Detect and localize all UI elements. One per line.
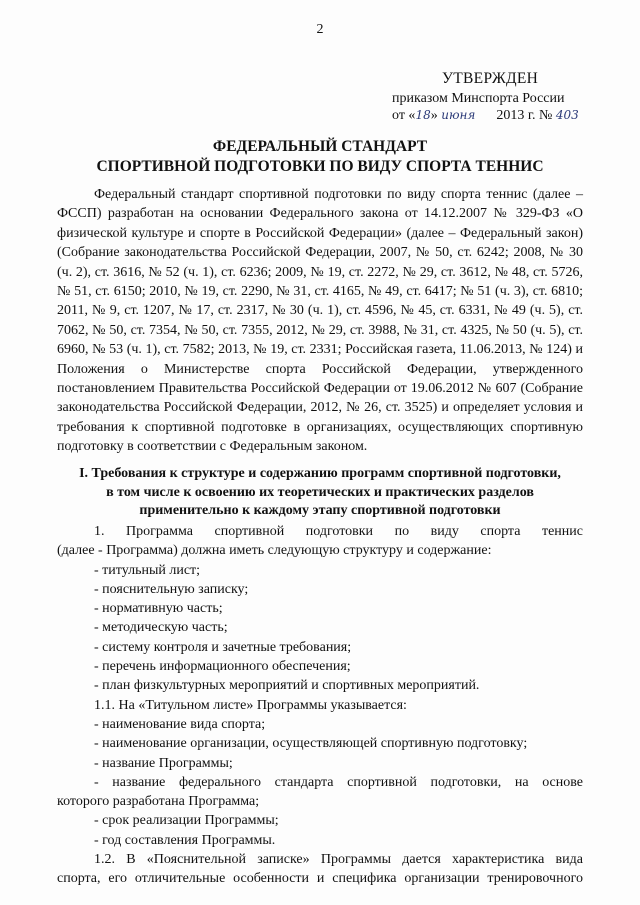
approval-date-line: [392, 108, 579, 124]
item1-1-list-item: - название Программы;: [94, 755, 233, 771]
section-heading: [57, 465, 583, 521]
handwritten-day: 18: [415, 108, 431, 122]
date-year: 2013 г. №: [496, 108, 553, 123]
document-title-line1: ФЕДЕРАЛЬНЫЙ СТАНДАРТ: [212, 138, 428, 155]
date-prefix: от «: [392, 108, 416, 123]
section-heading-line2: в том числе к освоению их теоретических и практических разделов: [106, 484, 534, 500]
handwritten-number: 403: [555, 108, 579, 122]
item1-list-item: - нормативную часть;: [94, 601, 223, 617]
intro-paragraph: [57, 185, 583, 457]
section-body: [57, 522, 583, 889]
item1-1-list-item: - год составления Программы.: [94, 832, 276, 848]
item1-line2: (далее - Программа) должна иметь следующую структуру и содержание:: [57, 543, 492, 559]
item1-list-item: - титульный лист;: [94, 562, 201, 578]
page-number: 2: [316, 22, 324, 37]
approval-order-text: приказом Минспорта России: [392, 91, 565, 106]
item1-2-line2: спорта, его отличительные особенности и специфика организации тренировочного: [57, 871, 583, 887]
section-heading-line3: применительно к каждому этапу спортивной подготовки: [139, 503, 501, 518]
item1-1-list-item: - наименование организации, осуществляющей спортивную подготовку;: [94, 736, 528, 752]
handwritten-month: июня: [441, 108, 476, 122]
document-title-line2: СПОРТИВНОЙ ПОДГОТОВКИ ПО ВИДУ СПОРТА ТЕННИС: [96, 158, 544, 175]
item1-list-item: - методическую часть;: [94, 620, 228, 636]
item1-1-list-item: - срок реализации Программы;: [94, 813, 279, 829]
item1-list-item: - перечень информационного обеспечения;: [94, 659, 351, 675]
date-mid: »: [430, 108, 438, 123]
item1-2-line1: 1.2. В «Пояснительной записке» Программы дается характеристика вида: [94, 852, 583, 868]
item1-1-federal-line2: которого разработана Программа;: [57, 794, 260, 810]
approval-stamp-word: УТВЕРЖДЕН: [442, 70, 539, 87]
item1-1-list-item: - наименование вида спорта;: [94, 716, 266, 732]
item1-list-item: - систему контроля и зачетные требования;: [94, 639, 352, 655]
item1-line1: 1. Программа спортивной подготовки по виду спорта теннис: [94, 524, 583, 539]
item1-list-item: - пояснительную записку;: [94, 581, 249, 597]
item1-1-federal-line1: - название федерального стандарта спортивной подготовки, на основе: [94, 774, 583, 790]
item1-1-heading: 1.1. На «Титульном листе» Программы указывается:: [94, 697, 407, 713]
intro-paragraph-text: Федеральный стандарт спортивной подготовки по виду спорта теннис (далее – ФССП) разработан на основании Федерального закона от 14.12.2007 № 329-ФЗ «О физической культуре и спорте в Российской Федерации» (далее – Федеральный закон) (Собрание законодательства Российской Федерации, 2007, № 50, ст. 6242; 2008, № 30 (ч. 2), ст. 3616, № 52 (ч. 1), ст. 6236; 2009, № 19, ст. 2272, № 29, ст. 3612, № 48, ст. 5726, № 51, ст. 6150; 2010, № 19, ст. 2290, № 31, ст. 4165, № 49, ст. 6417; № 51 (ч. 3), ст. 6810; 2011, № 9, ст. 1207, № 17, ст. 2317, № 30 (ч. 1), ст. 4596, № 45, ст. 6331, № 49 (ч. 5), ст. 7062, № 50, ст. 7354, № 50, ст. 7355, 2012, № 29, ст. 3988, № 31, ст. 4325, № 50 (ч. 5), ст. 6960, № 53 (ч. 1), ст. 7582; 2013, № 19, ст. 2331; Российская газета, 11.06.2013, № 124) и Положения о Министерстве спорта Российской Федерации, утвержденного постановлением Правительства Российской Федерации от 19.06.2012 № 607 (Собрание законодательства Российской Федерации, 2012, № 26, ст. 3525) и определяет условия и требования к спортивной подготовке в организациях, осуществляющих спортивную подготовку в соответствии с Федеральным законом.: [57, 187, 583, 455]
item1-list-item: - план физкультурных мероприятий и спортивных мероприятий.: [94, 678, 480, 694]
section-heading-line1: I. Требования к структуре и содержанию программ спортивной подготовки,: [79, 466, 561, 481]
